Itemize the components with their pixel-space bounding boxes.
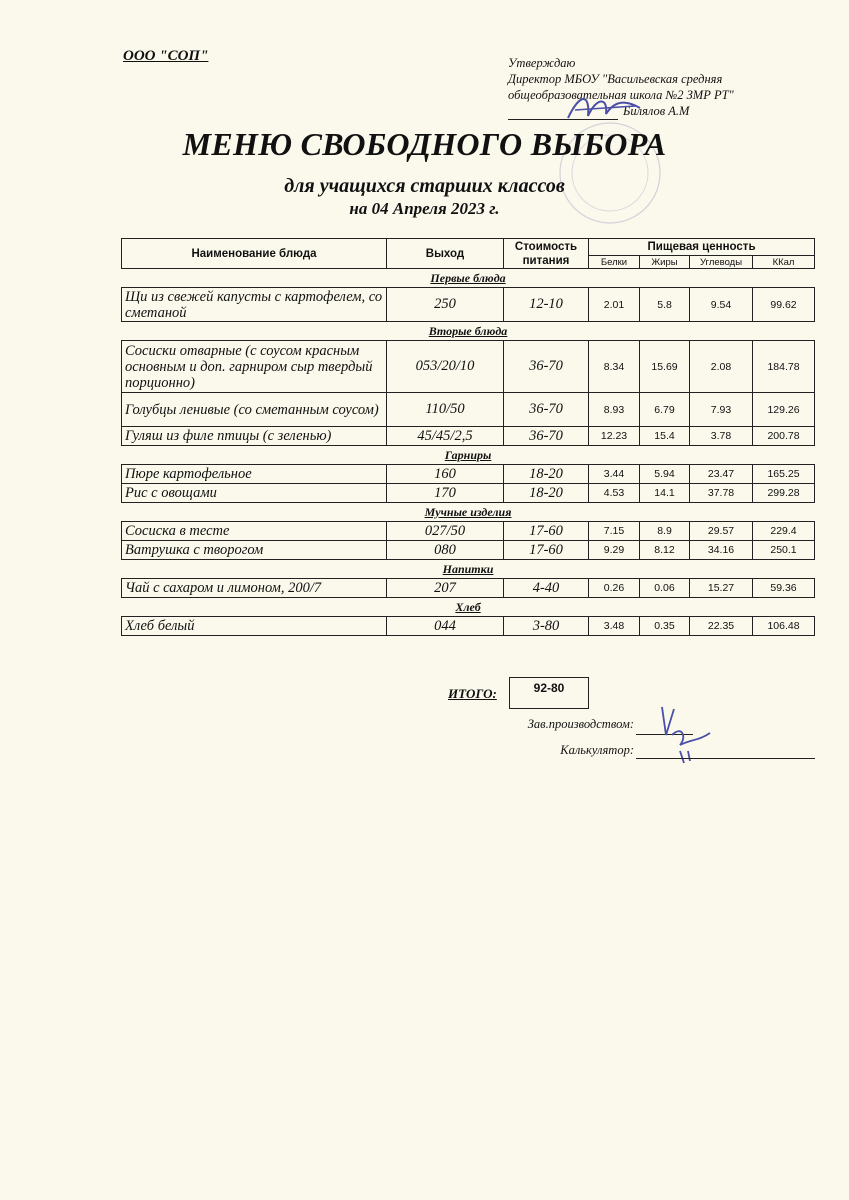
dish-kcal: 165.25 bbox=[753, 465, 815, 484]
dish-output: 027/50 bbox=[387, 522, 504, 541]
dish-cost: 36-70 bbox=[504, 393, 589, 427]
section-header bbox=[122, 560, 815, 579]
dish-output: 45/45/2,5 bbox=[387, 427, 504, 446]
section-title bbox=[122, 446, 815, 465]
table-row bbox=[122, 393, 815, 427]
dish-fats: 14.1 bbox=[640, 484, 690, 503]
dish-kcal: 59.36 bbox=[753, 579, 815, 598]
dish-proteins: 4.53 bbox=[589, 484, 640, 503]
dish-output: 170 bbox=[387, 484, 504, 503]
table-header-row bbox=[122, 239, 815, 256]
dish-carbs: 7.93 bbox=[690, 393, 753, 427]
approval-line-3: общеобразовательная школа №2 ЗМР РТ" bbox=[508, 88, 734, 102]
dish-carbs: 22.35 bbox=[690, 617, 753, 636]
dish-kcal: 129.26 bbox=[753, 393, 815, 427]
production-manager-label: Зав.производством: bbox=[527, 717, 634, 731]
dish-name: Пюре картофельное bbox=[122, 465, 387, 484]
section-title bbox=[122, 560, 815, 579]
header-carbs: Углеводы bbox=[690, 256, 753, 269]
dish-cost: 36-70 bbox=[504, 341, 589, 393]
dish-fats: 5.94 bbox=[640, 465, 690, 484]
dish-proteins: 8.93 bbox=[589, 393, 640, 427]
header-cost: Стоимость питания bbox=[504, 239, 589, 269]
dish-kcal: 99.62 bbox=[753, 288, 815, 322]
dish-cost: 18-20 bbox=[504, 484, 589, 503]
production-signature-icon bbox=[652, 695, 722, 765]
header-name: Наименование блюда bbox=[122, 239, 387, 269]
header-output: Выход bbox=[387, 239, 504, 269]
dish-output: 110/50 bbox=[387, 393, 504, 427]
total-value: 92-80 bbox=[509, 677, 589, 709]
page-title: МЕНЮ СВОБОДНОГО ВЫБОРА bbox=[182, 126, 667, 162]
dish-cost: 12-10 bbox=[504, 288, 589, 322]
dish-cost: 17-60 bbox=[504, 522, 589, 541]
dish-fats: 6.79 bbox=[640, 393, 690, 427]
calculator-signature-line bbox=[636, 758, 815, 759]
dish-output: 044 bbox=[387, 617, 504, 636]
organization-name: ООО "СОП" bbox=[123, 48, 209, 64]
section-title-text: Мучные изделия bbox=[424, 504, 512, 519]
dish-name: Рис с овощами bbox=[122, 484, 387, 503]
dish-kcal: 250.1 bbox=[753, 541, 815, 560]
dish-fats: 5.8 bbox=[640, 288, 690, 322]
dish-proteins: 7.15 bbox=[589, 522, 640, 541]
dish-carbs: 23.47 bbox=[690, 465, 753, 484]
dish-carbs: 29.57 bbox=[690, 522, 753, 541]
table-row bbox=[122, 617, 815, 636]
dish-name: Ватрушка с творогом bbox=[122, 541, 387, 560]
dish-proteins: 8.34 bbox=[589, 341, 640, 393]
dish-kcal: 106.48 bbox=[753, 617, 815, 636]
approval-line-2: Директор МБОУ "Васильевская средняя bbox=[508, 72, 723, 86]
section-header bbox=[122, 503, 815, 522]
header-proteins: Белки bbox=[589, 256, 640, 269]
calculator-label: Калькулятор: bbox=[560, 743, 634, 757]
dish-fats: 0.35 bbox=[640, 617, 690, 636]
section-title-text: Напитки bbox=[442, 561, 494, 576]
approval-line-1: Утверждаю bbox=[508, 56, 576, 70]
table-row bbox=[122, 484, 815, 503]
table-row bbox=[122, 522, 815, 541]
menu-table bbox=[121, 238, 815, 636]
page-subtitle: для учащихся старших классов bbox=[284, 175, 565, 197]
dish-name: Чай с сахаром и лимоном, 200/7 bbox=[122, 579, 387, 598]
header-nutrition: Пищевая ценность bbox=[589, 239, 815, 256]
dish-proteins: 0.26 bbox=[589, 579, 640, 598]
dish-name: Сосиски отварные (с соусом красным основным и доп. гарниром сыр твердый порционно) bbox=[122, 341, 387, 393]
dish-carbs: 34.16 bbox=[690, 541, 753, 560]
dish-carbs: 37.78 bbox=[690, 484, 753, 503]
section-title bbox=[122, 269, 815, 288]
dish-cost: 4-40 bbox=[504, 579, 589, 598]
section-title bbox=[122, 598, 815, 617]
dish-name: Голубцы ленивые (со сметанным соусом) bbox=[122, 393, 387, 427]
dish-proteins: 12.23 bbox=[589, 427, 640, 446]
table-row bbox=[122, 579, 815, 598]
dish-kcal: 299.28 bbox=[753, 484, 815, 503]
section-title bbox=[122, 322, 815, 341]
dish-output: 080 bbox=[387, 541, 504, 560]
section-title bbox=[122, 503, 815, 522]
header-fats: Жиры bbox=[640, 256, 690, 269]
section-header bbox=[122, 446, 815, 465]
dish-fats: 0.06 bbox=[640, 579, 690, 598]
section-title-text: Гарниры bbox=[444, 447, 492, 462]
table-row bbox=[122, 288, 815, 322]
dish-carbs: 15.27 bbox=[690, 579, 753, 598]
menu-date: на 04 Апреля 2023 г. bbox=[349, 199, 500, 218]
section-header bbox=[122, 269, 815, 288]
dish-carbs: 2.08 bbox=[690, 341, 753, 393]
dish-carbs: 3.78 bbox=[690, 427, 753, 446]
section-title-text: Хлеб bbox=[455, 599, 481, 614]
dish-name: Сосиска в тесте bbox=[122, 522, 387, 541]
dish-output: 053/20/10 bbox=[387, 341, 504, 393]
dish-fats: 15.69 bbox=[640, 341, 690, 393]
dish-name: Щи из свежей капусты с картофелем, со сметаной bbox=[122, 288, 387, 322]
dish-kcal: 229.4 bbox=[753, 522, 815, 541]
header-kcal: ККал bbox=[753, 256, 815, 269]
dish-name: Хлеб белый bbox=[122, 617, 387, 636]
dish-proteins: 2.01 bbox=[589, 288, 640, 322]
dish-fats: 15.4 bbox=[640, 427, 690, 446]
dish-carbs: 9.54 bbox=[690, 288, 753, 322]
dish-fats: 8.12 bbox=[640, 541, 690, 560]
dish-proteins: 3.48 bbox=[589, 617, 640, 636]
dish-fats: 8.9 bbox=[640, 522, 690, 541]
table-row bbox=[122, 465, 815, 484]
dish-cost: 17-60 bbox=[504, 541, 589, 560]
table-row bbox=[122, 541, 815, 560]
dish-proteins: 3.44 bbox=[589, 465, 640, 484]
section-title-text: Вторые блюда bbox=[428, 323, 508, 338]
dish-cost: 36-70 bbox=[504, 427, 589, 446]
table-row bbox=[122, 341, 815, 393]
dish-output: 160 bbox=[387, 465, 504, 484]
section-title-text: Первые блюда bbox=[430, 270, 506, 285]
dish-proteins: 9.29 bbox=[589, 541, 640, 560]
dish-cost: 18-20 bbox=[504, 465, 589, 484]
dish-name: Гуляш из филе птицы (с зеленью) bbox=[122, 427, 387, 446]
total-label: ИТОГО: bbox=[448, 686, 497, 701]
dish-output: 207 bbox=[387, 579, 504, 598]
dish-kcal: 200.78 bbox=[753, 427, 815, 446]
table-row bbox=[122, 427, 815, 446]
dish-kcal: 184.78 bbox=[753, 341, 815, 393]
dish-output: 250 bbox=[387, 288, 504, 322]
dish-cost: 3-80 bbox=[504, 617, 589, 636]
section-header bbox=[122, 322, 815, 341]
director-name: Билялов А.М bbox=[623, 104, 690, 118]
section-header bbox=[122, 598, 815, 617]
